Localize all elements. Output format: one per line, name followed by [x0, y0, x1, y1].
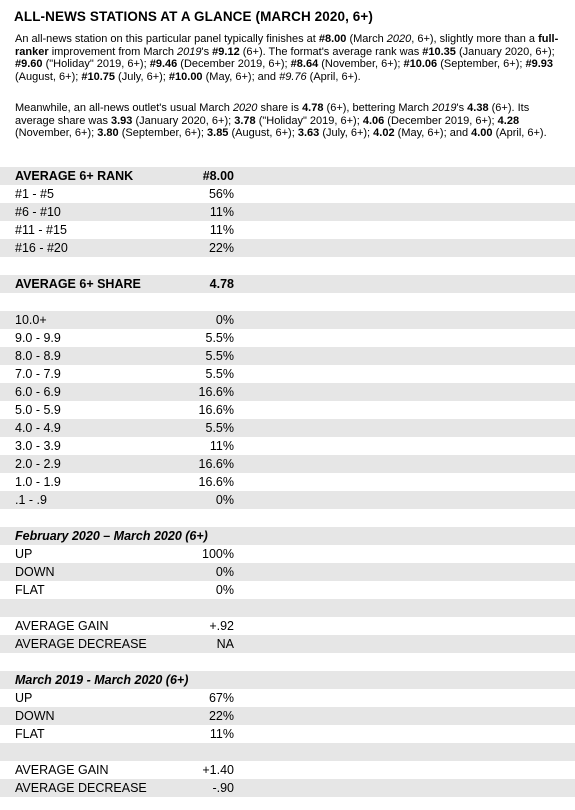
row-value: 16.6%	[198, 457, 234, 471]
text-run: ("Holiday" 2019, 6+);	[42, 58, 150, 71]
table-row	[0, 635, 575, 653]
section-heading-row	[0, 527, 575, 545]
text-run: (6+), bettering March	[323, 102, 433, 114]
row-label: DOWN	[15, 709, 55, 723]
table-row	[0, 185, 575, 203]
table-row	[0, 545, 575, 563]
row-label: February 2020 – March 2020 (6+)	[15, 529, 208, 543]
row-value: 11%	[209, 727, 234, 741]
text-run: (May, 6+); and	[202, 70, 280, 83]
table-row	[0, 689, 575, 707]
table-row	[0, 707, 575, 725]
text-run: #10.75	[81, 70, 115, 83]
text-run: (November, 6+);	[15, 127, 98, 140]
table-row	[0, 563, 575, 581]
text-run: (August, 6+);	[228, 127, 298, 140]
table-row	[0, 239, 575, 257]
table-row	[0, 509, 575, 527]
row-label: AVERAGE 6+ SHARE	[15, 277, 141, 291]
row-label: DOWN	[15, 565, 55, 579]
row-value: 22%	[208, 709, 234, 723]
table-row	[0, 599, 575, 617]
table-header-row	[0, 275, 575, 293]
text-run: #10.35	[422, 45, 456, 58]
text-run: 4.06	[362, 114, 385, 127]
text-run: (6+). The format's average rank was	[239, 45, 423, 58]
table-row	[0, 383, 575, 401]
row-value: 0%	[215, 565, 234, 579]
text-run: (December 2019, 6+);	[177, 58, 291, 71]
text-run: #9.93	[525, 58, 554, 71]
text-run: (March	[346, 33, 387, 45]
row-label: AVERAGE GAIN	[15, 763, 109, 777]
table-row	[0, 293, 575, 311]
text-run: Meanwhile, an all-news outlet's usual March	[15, 102, 233, 114]
text-run: full-ranker	[15, 33, 559, 58]
row-label: 3.0 - 3.9	[15, 439, 61, 453]
row-value: 0%	[215, 493, 234, 507]
row-value: 5.5%	[205, 349, 234, 363]
text-run: #8.00	[318, 33, 347, 45]
row-label: AVERAGE 6+ RANK	[15, 169, 134, 183]
row-value: 100%	[202, 547, 234, 561]
row-value: 0%	[215, 583, 234, 597]
row-label: March 2019 - March 2020 (6+)	[15, 673, 189, 687]
row-value: -.90	[212, 781, 234, 795]
table-row	[0, 221, 575, 239]
row-value: 56%	[208, 187, 234, 201]
row-label: #16 - #20	[15, 241, 68, 255]
text-run: 4.00	[471, 127, 493, 140]
row-label: 9.0 - 9.9	[15, 331, 61, 345]
row-value: 5.5%	[205, 421, 234, 435]
text-run: (July, 6+);	[319, 127, 374, 140]
table-row	[0, 329, 575, 347]
text-run: 4.28	[497, 114, 520, 127]
table-row	[0, 581, 575, 599]
row-label: 2.0 - 2.9	[15, 457, 61, 471]
text-run: (July, 6+);	[115, 70, 169, 83]
text-run: (January 2020, 6+);	[132, 114, 235, 127]
text-run: #10.00	[168, 70, 203, 83]
text-run: (April, 6+).	[306, 70, 361, 83]
text-run: #9.60	[15, 58, 43, 71]
page-title: ALL-NEWS STATIONS AT A GLANCE (MARCH 2020, 6+)	[14, 9, 373, 24]
text-run: 3.85	[207, 127, 229, 140]
table-row	[0, 473, 575, 491]
row-value: 5.5%	[205, 367, 234, 381]
row-label: AVERAGE DECREASE	[15, 781, 147, 795]
row-label: FLAT	[15, 727, 45, 741]
row-value: 67%	[208, 691, 234, 705]
text-run: 's	[456, 102, 468, 114]
row-label: .1 - .9	[15, 493, 47, 507]
row-value: 16.6%	[198, 475, 234, 489]
text-run: An all-news station on this particular panel typically finishes at	[15, 33, 319, 45]
table-header-row	[0, 167, 575, 185]
table-row	[0, 491, 575, 509]
row-value: 22%	[208, 241, 234, 255]
text-run: (December 2019, 6+);	[384, 114, 498, 127]
row-value: +.92	[209, 619, 234, 633]
text-run: #9.12	[212, 45, 240, 58]
text-run: (September, 6+);	[437, 58, 526, 71]
row-value: 11%	[209, 205, 234, 219]
row-value: 4.78	[209, 277, 234, 291]
table-row	[0, 365, 575, 383]
text-run: #9.76	[279, 70, 307, 83]
text-run: (January 2020, 6+);	[455, 45, 555, 58]
row-label: AVERAGE GAIN	[15, 619, 109, 633]
rank-summary-paragraph	[15, 33, 567, 83]
text-run: 3.80	[97, 127, 119, 140]
row-label: 7.0 - 7.9	[15, 367, 61, 381]
text-run: (May, 6+); and	[394, 127, 472, 140]
table-row	[0, 419, 575, 437]
text-run: improvement from March	[48, 45, 178, 58]
row-value: 0%	[215, 313, 234, 327]
text-run: (August, 6+);	[15, 70, 82, 83]
text-run: (April, 6+).	[492, 127, 547, 140]
text-run: ("Holiday" 2019, 6+);	[255, 114, 363, 127]
text-run: 2020	[386, 33, 412, 45]
table-row	[0, 779, 575, 797]
table-row	[0, 653, 575, 671]
text-run: share is	[257, 102, 303, 114]
row-value: 16.6%	[198, 385, 234, 399]
section-heading-row	[0, 671, 575, 689]
text-run: #9.46	[149, 58, 178, 71]
text-run: 's	[201, 45, 213, 58]
table-row	[0, 617, 575, 635]
row-label: FLAT	[15, 583, 45, 597]
text-run: 2019	[177, 45, 202, 58]
row-value: 5.5%	[205, 331, 234, 345]
table-row	[0, 437, 575, 455]
text-run: 3.93	[111, 114, 133, 127]
table-row	[0, 311, 575, 329]
row-label: UP	[15, 547, 33, 561]
table-row	[0, 743, 575, 761]
row-value: 11%	[209, 439, 234, 453]
text-run: (6+). Its average share was	[15, 102, 530, 127]
text-run: (November, 6+);	[318, 58, 404, 71]
row-label: 5.0 - 5.9	[15, 403, 61, 417]
text-run: 3.78	[234, 114, 256, 127]
text-run: 4.02	[373, 127, 395, 140]
row-label: 10.0+	[15, 313, 47, 327]
table-row	[0, 347, 575, 365]
text-run: 4.78	[302, 102, 324, 114]
text-run: #10.06	[403, 58, 438, 71]
table-row	[0, 725, 575, 743]
table-row	[0, 203, 575, 221]
row-label: 8.0 - 8.9	[15, 349, 61, 363]
table-row	[0, 401, 575, 419]
text-run: 2019	[432, 102, 457, 114]
row-label: UP	[15, 691, 33, 705]
text-run: #8.64	[290, 58, 319, 71]
row-label: AVERAGE DECREASE	[15, 637, 147, 651]
row-label: #6 - #10	[15, 205, 61, 219]
row-label: #11 - #15	[15, 223, 67, 237]
row-value: 16.6%	[198, 403, 234, 417]
row-value: NA	[216, 637, 234, 651]
row-label: 1.0 - 1.9	[15, 475, 61, 489]
row-value: #8.00	[202, 169, 234, 183]
text-run: , 6+), slightly more than a	[411, 33, 539, 45]
row-value: 11%	[209, 223, 234, 237]
table-row	[0, 761, 575, 779]
row-label: 4.0 - 4.9	[15, 421, 61, 435]
text-run: 4.38	[467, 102, 489, 114]
table-row	[0, 257, 575, 275]
row-label: 6.0 - 6.9	[15, 385, 61, 399]
text-run: (September, 6+);	[118, 127, 208, 140]
share-summary-paragraph	[15, 102, 567, 140]
text-run: 2020	[232, 102, 258, 114]
row-value: +1.40	[202, 763, 234, 777]
row-label: #1 - #5	[15, 187, 54, 201]
stats-table	[0, 167, 575, 797]
text-run: 3.63	[297, 127, 320, 140]
table-row	[0, 455, 575, 473]
